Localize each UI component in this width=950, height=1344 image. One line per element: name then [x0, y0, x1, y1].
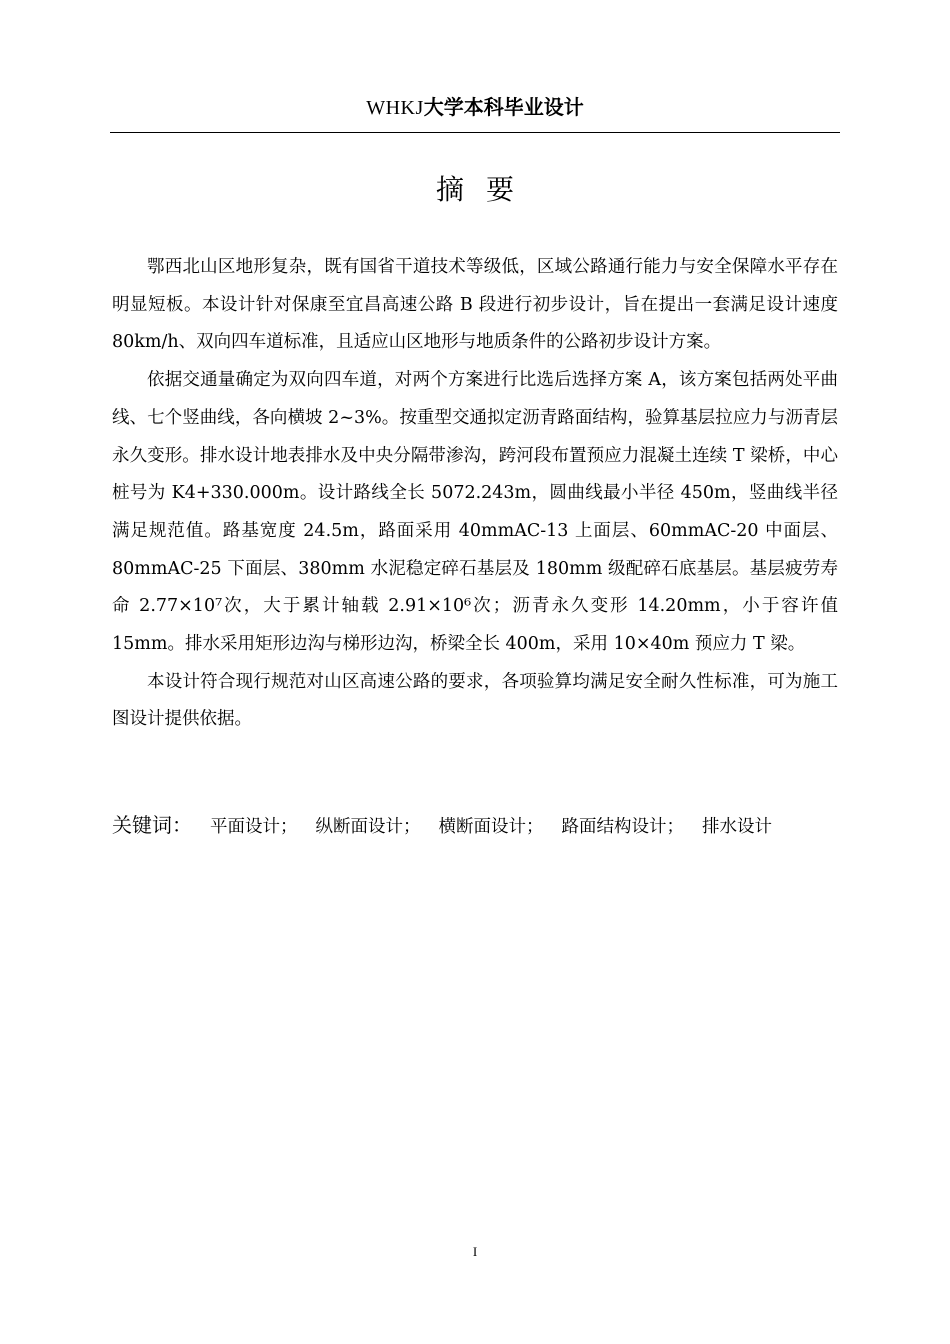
header-university-code: WHKJ — [366, 97, 424, 119]
header-divider — [110, 132, 840, 133]
keyword-item: 排水设计 — [702, 817, 772, 837]
page-number: I — [472, 1244, 478, 1259]
keyword-item: 路面结构设计； — [561, 817, 684, 837]
page-header — [110, 93, 840, 122]
keyword-item: 平面设计； — [210, 817, 298, 837]
abstract-paragraph-3: 本设计符合现行规范对山区高速公路的要求，各项验算均满足安全耐久性标准，可为施工图设计提供依据。 — [112, 671, 838, 730]
keyword-item: 纵断面设计； — [315, 817, 421, 837]
abstract-title: 摘要 — [435, 173, 536, 206]
abstract-paragraph-2: 依据交通量确定为双向四车道，对两个方案进行比选后选择方案 A，该方案包括两处平曲线、七个竖曲线，各向横坡 2~3%。按重型交通拟定沥青路面结构，验算基层拉应力与沥青层永久变形。排水设计地表排水及中央分隔带渗沟，跨河段布置预应力混凝土连续 T 梁桥，中心桩号为 K4+330.000m。设计路线全长 5072.243m，圆曲线最小半径 450m，竖曲线半径满足规范值。路基宽度 24.5m，路面采用 40mmAC-13 上面层、60mmAC-20 中面层、80mmAC-25 下面层、380mm 水泥稳定碎石基层及 180mm 级配碎石底基层。基层疲劳寿命 2.77×10⁷次，大于累计轴载 2.91×10⁶次；沥青永久变形 14.20mm，小于容许值 15mm。排水采用矩形边沟与梯形边沟，桥梁全长 400m，采用 10×40m 预应力 T 梁。 — [112, 370, 838, 655]
keyword-item: 横断面设计； — [438, 817, 544, 837]
header-document-type: 大学本科毕业设计 — [423, 95, 584, 119]
keywords-label: 关键词： — [112, 813, 192, 837]
keywords-line — [112, 810, 838, 842]
abstract-body — [112, 249, 838, 739]
abstract-paragraph-1: 鄂西北山区地形复杂，既有国省干道技术等级低，区域公路通行能力与安全保障水平存在明显短板。本设计针对保康至宜昌高速公路 B 段进行初步设计，旨在提出一套满足设计速度 80km/h、双向四车道标准，且适应山区地形与地质条件的公路初步设计方案。 — [112, 257, 838, 353]
